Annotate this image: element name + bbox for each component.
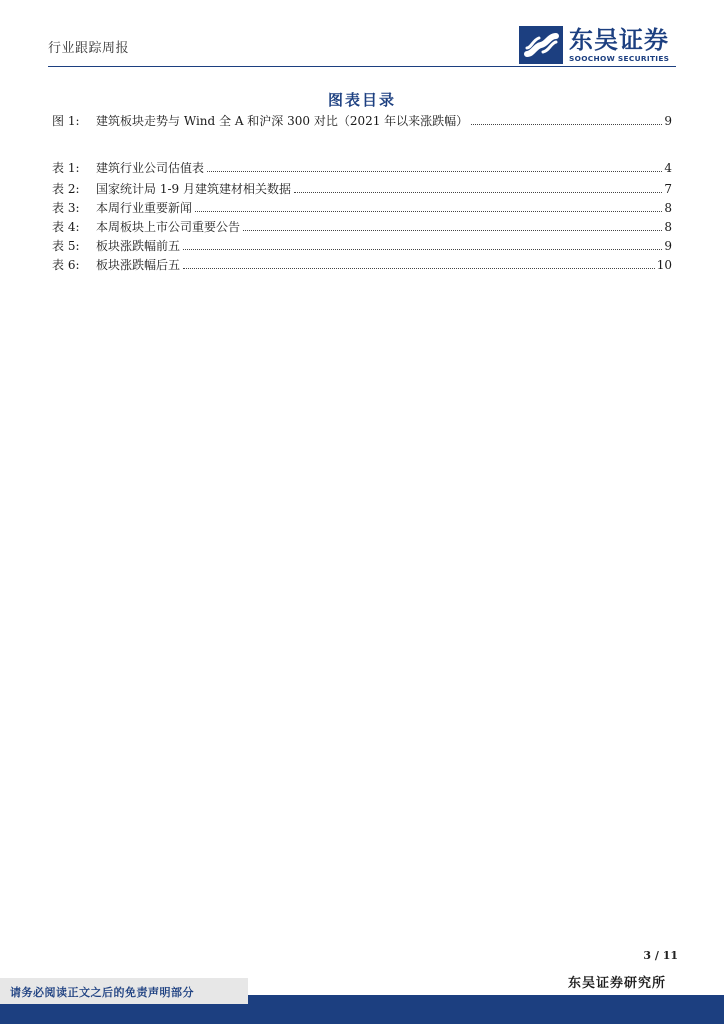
toc-entry-text: 本周板块上市公司重要公告: [96, 220, 241, 234]
toc-entry-label: 表 3:: [52, 201, 80, 215]
toc-entry-table-6[interactable]: [52, 256, 672, 274]
toc-entry-label: 表 5:: [52, 239, 80, 253]
toc-entry-text: 建筑行业公司估值表: [96, 161, 205, 175]
toc-entry-table-3[interactable]: [52, 199, 672, 217]
toc-entry-page: 9: [664, 114, 672, 128]
toc-dot-leader: [471, 114, 662, 125]
toc-entry-text: 板块涨跌幅前五: [96, 239, 181, 253]
toc-entry-label: 表 2:: [52, 182, 80, 196]
toc-title: 图表目录: [327, 91, 396, 109]
toc-entry-label: 表 4:: [52, 220, 80, 234]
toc-dot-leader: [207, 161, 662, 172]
header-divider: [48, 66, 676, 67]
company-logo: [519, 26, 679, 64]
toc-dot-leader: [243, 220, 662, 231]
report-type: 行业跟踪周报: [48, 41, 130, 56]
toc-entry-page: 8: [664, 201, 672, 215]
toc-entry-table-4[interactable]: [52, 218, 672, 236]
toc-entry-page: 10: [656, 258, 672, 272]
toc-dot-leader: [294, 182, 662, 193]
toc-entry-label: 表 6:: [52, 258, 80, 272]
toc-dot-leader: [183, 258, 655, 269]
toc-entry-text: 板块涨跌幅后五: [96, 258, 181, 272]
toc-entry-page: 4: [664, 161, 672, 175]
toc-entry-page: 8: [664, 220, 672, 234]
page-header: [0, 0, 724, 70]
logo-name-en: SOOCHOW SECURITIES: [569, 54, 670, 63]
toc-dot-leader: [183, 239, 662, 250]
toc-entry-label: 图 1:: [52, 114, 80, 128]
toc-entry-page: 9: [664, 239, 672, 253]
toc-entry-table-2[interactable]: [52, 180, 672, 198]
toc-entry-page: 7: [664, 182, 672, 196]
disclaimer-text: 请务必阅读正文之后的免责声明部分: [10, 986, 194, 999]
toc-dot-leader: [195, 201, 662, 212]
toc-entry-text: 本周行业重要新闻: [96, 201, 193, 215]
toc-entry-label: 表 1:: [52, 161, 80, 175]
logo-name-cn: 东吴证券: [569, 26, 669, 54]
toc-entry-figure-1[interactable]: [52, 112, 672, 130]
toc-entry-text: 建筑板块走势与 Wind 全 A 和沪深 300 对比（2021 年以来涨跌幅）: [96, 114, 469, 128]
toc-entry-text: 国家统计局 1-9 月建筑建材相关数据: [96, 182, 291, 196]
page-number: 3 / 11: [643, 949, 678, 962]
toc-entry-table-1[interactable]: [52, 159, 672, 177]
footer-firm-name: 东吴证券研究所: [567, 976, 666, 991]
toc-entry-table-5[interactable]: [52, 237, 672, 255]
soochow-logo-icon: [519, 26, 563, 64]
